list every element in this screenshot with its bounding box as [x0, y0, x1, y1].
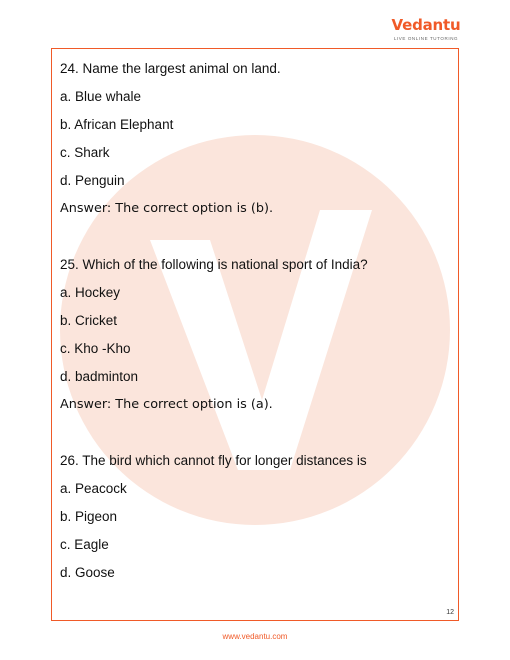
- logo-wordmark: Vedantu: [391, 16, 461, 34]
- option-b: b. Cricket: [60, 313, 118, 328]
- question-list: [60, 60, 450, 592]
- spacer: [60, 228, 450, 256]
- option-a: a. Peacock: [60, 481, 127, 496]
- answer-text: Answer: The correct option is (a).: [60, 397, 273, 412]
- option-c: c. Eagle: [60, 537, 109, 552]
- option-d: d. Goose: [60, 565, 115, 580]
- option-d: d. Penguin: [60, 173, 125, 188]
- option-b: b. Pigeon: [60, 509, 118, 524]
- question-block-24: [60, 60, 450, 228]
- option-c: c. Kho -Kho: [60, 341, 131, 356]
- option-a: a. Blue whale: [60, 89, 142, 104]
- page-number: 12: [446, 609, 454, 616]
- question-text: 26. The bird which cannot fly for longer distances is: [60, 453, 367, 468]
- logo-tagline: LIVE ONLINE TUTORING: [393, 36, 459, 41]
- question-text: 24. Name the largest animal on land.: [60, 61, 281, 76]
- option-b: b. African Elephant: [60, 117, 174, 132]
- question-text: 25. Which of the following is national sport of India?: [60, 257, 368, 272]
- option-c: c. Shark: [60, 145, 110, 160]
- option-a: a. Hockey: [60, 285, 121, 300]
- question-block-25: [60, 256, 450, 424]
- spacer: [60, 424, 450, 452]
- footer-url[interactable]: www.vedantu.com: [222, 632, 288, 641]
- question-block-26: [60, 452, 450, 592]
- option-d: d. badminton: [60, 369, 139, 384]
- answer-text: Answer: The correct option is (b).: [60, 201, 274, 216]
